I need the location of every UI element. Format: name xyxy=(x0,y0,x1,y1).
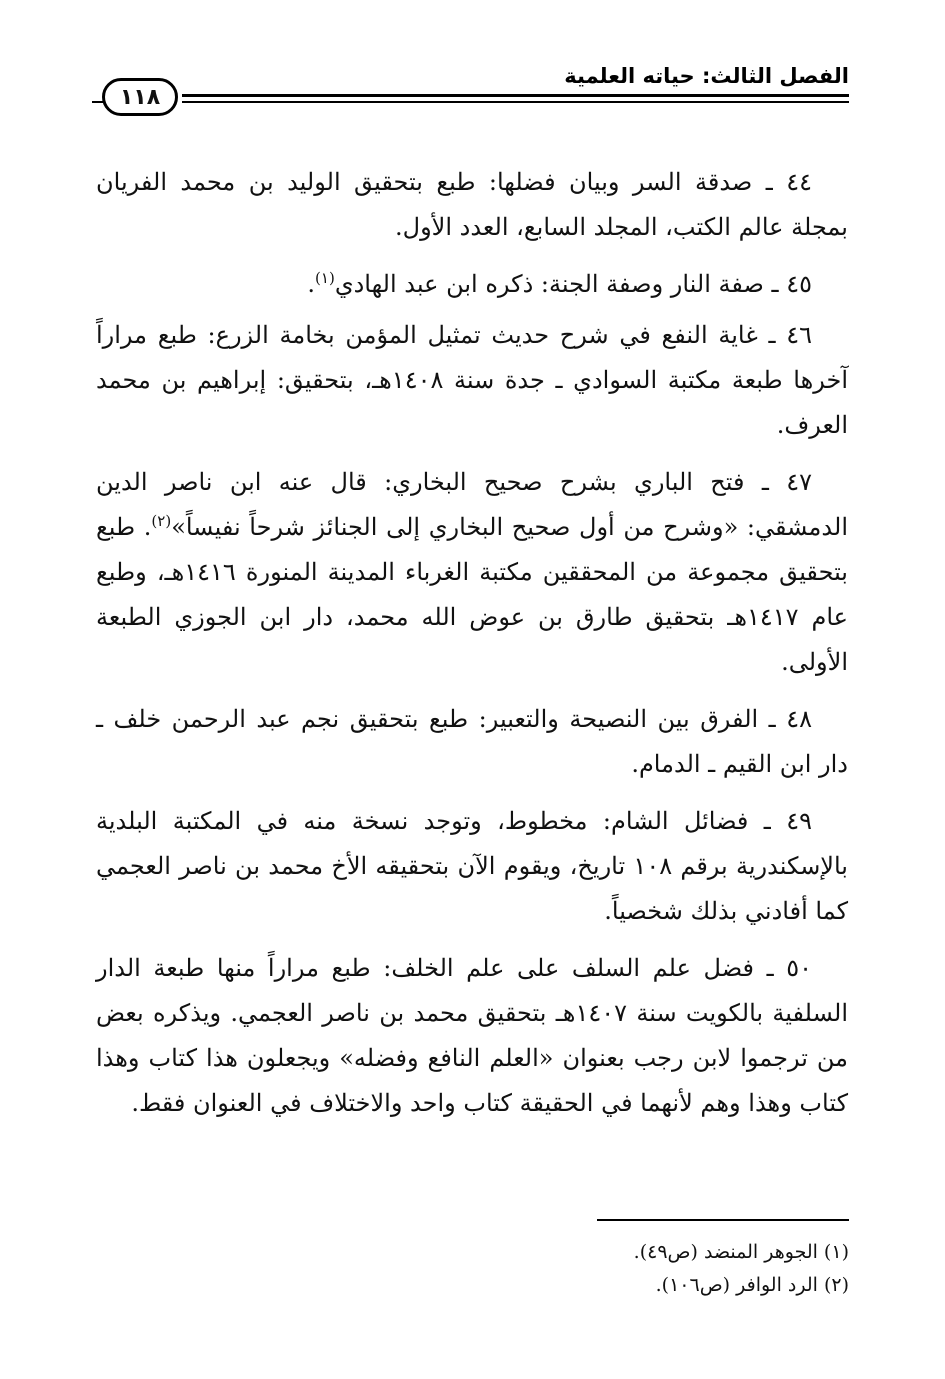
footnotes xyxy=(249,1236,849,1302)
entry-48 xyxy=(96,697,848,787)
entry-49 xyxy=(96,799,848,934)
footnote-ref-2[interactable]: (٢) xyxy=(151,512,172,530)
footnote-1: (١) الجوهر المنضد (ص٤٩). xyxy=(633,1241,849,1263)
entry-47 xyxy=(96,460,848,685)
entry-text: ٥٠ ـ فضل علم السلف على علم الخلف: طبع مراراً منها طبعة الدار السلفية بالكويت سنة ١٤٠٧هـ بتحقيق محمد بن ناصر العجمي. ويذكره بعض من ترجموا لابن رجب بعنوان «العلم النافع وفضله» ويجعلون هذا كتاب وهذا كتاب وهذا وهم لأنهما في الحقيقة كتاب واحد والاختلاف في العنوان فقط. xyxy=(96,954,848,1117)
header-rule-thick xyxy=(182,94,849,97)
entry-text: ٤٩ ـ فضائل الشام: مخطوط، وتوجد نسخة منه في المكتبة البلدية بالإسكندرية برقم ١٠٨ تاريخ، ويقوم الآن بتحقيقه الأخ محمد بن ناصر العجمي كما أفادني بذلك شخصياً. xyxy=(96,807,848,925)
footnote-ref-1[interactable]: (١) xyxy=(315,269,335,287)
entry-50 xyxy=(96,946,848,1126)
footnote-2: (٢) الرد الوافر (ص١٠٦). xyxy=(655,1274,849,1296)
running-header xyxy=(92,58,849,114)
entry-45 xyxy=(96,262,848,307)
entry-text: ٤٨ ـ الفرق بين النصيحة والتعبير: طبع بتحقيق نجم عبد الرحمن خلف ـ دار ابن القيم ـ الدمام. xyxy=(96,705,848,778)
footnote-separator xyxy=(597,1219,849,1221)
header-rule-thin xyxy=(182,101,849,103)
entry-text-after: . طبع بتحقيق مجموعة من المحققين مكتبة الغرباء المدينة المنورة ١٤١٦هـ، وطبع عام ١٤١٧هـ بتحقيق طارق بن عوض الله محمد، دار ابن الجوزي الطبعة الأولى. xyxy=(96,513,849,676)
entry-text: ٤٤ ـ صدقة السر وبيان فضلها: طبع بتحقيق الوليد بن محمد الفريان بمجلة عالم الكتب، المجلد السابع، العدد الأول. xyxy=(96,168,848,241)
entry-text: ٤٦ ـ غاية النفع في شرح حديث تمثيل المؤمن بخامة الزرع: طبع مراراً آخرها طبعة مكتبة السوادي ـ جدة سنة ١٤٠٨هـ، بتحقيق: إبراهيم بن محمد العرف. xyxy=(96,321,848,439)
main-text xyxy=(96,160,848,1138)
chapter-title: الفصل الثالث: حياته العلمية xyxy=(564,64,849,88)
entry-46 xyxy=(96,313,848,448)
entry-text: ٤٧ ـ فتح الباري بشرح صحيح البخاري: قال عنه ابن ناصر الدين الدمشقي: «وشرح من أول صحيح البخاري إلى الجنائز شرحاً نفيساً» xyxy=(96,468,848,541)
entry-44 xyxy=(96,160,848,250)
entry-text-after: . xyxy=(307,270,316,298)
page-number: ١١٨ xyxy=(102,78,178,116)
entry-text: ٤٥ ـ صفة النار وصفة الجنة: ذكره ابن عبد الهادي xyxy=(334,270,812,298)
